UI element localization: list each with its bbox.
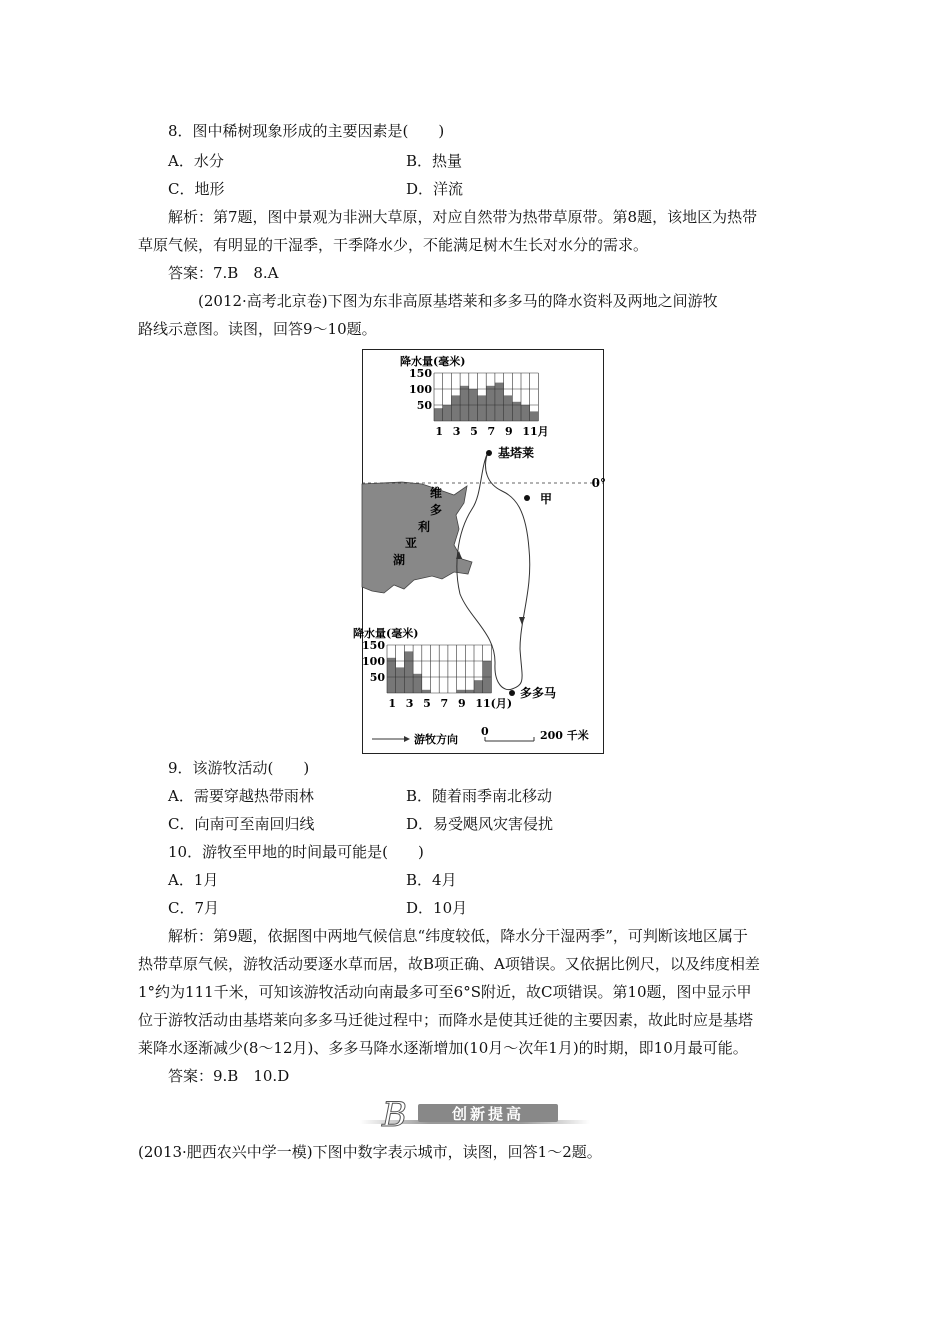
scale-end: 200 千米 [540, 729, 589, 742]
top-chart-bar [486, 386, 495, 421]
analysis1-line2: 草原气候，有明显的干湿季，干季降水少，不能满足树木生长对水分的需求。 [138, 236, 649, 254]
bottom-chart-bar [474, 680, 483, 693]
q10-option-c: C．7月 [168, 899, 220, 917]
top-chart-xtick: 11月 [522, 425, 549, 438]
analysis2-line4: 位于游牧活动由基塔莱向多多马迁徙过程中；而降水是使其迁徙的主要因素，故此时应是基塔 [138, 1011, 754, 1029]
q8-option-b: B．热量 [406, 152, 463, 170]
bottom-chart-bar [413, 674, 422, 693]
bottom-chart-xtick: 9 [457, 697, 466, 710]
q10-stem: 10．游牧至甲地的时间最可能是( ) [168, 843, 424, 861]
lake-char-3: 利 [418, 520, 431, 534]
top-chart-bar [443, 405, 452, 421]
q9-option-d: D．易受飓风灾害侵扰 [406, 815, 554, 833]
kitale-label: 基塔莱 [498, 446, 535, 460]
q9-option-a: A．需要穿越热带雨林 [168, 787, 314, 805]
q10-option-a: A．1月 [168, 871, 219, 889]
legend-label: 游牧方向 [414, 733, 458, 746]
q8-option-d: D．洋流 [406, 180, 464, 198]
bottom-chart-ytick: 150 [362, 639, 385, 652]
bottom-chart-bar [387, 658, 396, 693]
q9-option-b: B．随着雨季南北移动 [406, 787, 553, 805]
equator-label: 0° [591, 476, 606, 490]
top-chart-bar [478, 395, 487, 421]
analysis2-line2: 热带草原气候，游牧活动要逐水草而居，故B项正确、A项错误。又依据比例尺，以及纬度相差 [138, 955, 760, 973]
dodoma-label: 多多马 [520, 686, 557, 700]
bottom-chart-ytick: 100 [362, 655, 385, 668]
dodoma-point [509, 690, 515, 696]
top-chart-bar [495, 383, 504, 421]
analysis2-line1: 解析：第9题，依据图中两地气候信息“纬度较低，降水分干湿两季”，可判断该地区属于 [168, 927, 748, 945]
q8-option-a: A．水分 [168, 152, 224, 170]
nomad-route-map [353, 349, 606, 754]
lake-char-2: 多 [430, 503, 443, 517]
answer2: 答案：9.B 10.D [168, 1067, 290, 1085]
bottom-chart-bar [465, 690, 474, 693]
bottom-chart-xtick: 5 [423, 697, 431, 710]
top-chart-bar [434, 408, 443, 421]
jia-point [524, 495, 530, 501]
intro-line1: (2012·高考北京卷)下图为东非高原基塔莱和多多马的降水资料及两地之间游牧 [198, 292, 718, 310]
top-chart-xtick: 1 [435, 425, 444, 438]
banner-letter: B [382, 1095, 407, 1135]
banner-text: 创新提高 [451, 1105, 525, 1123]
analysis2-line5: 莱降水逐渐减少(8～12月)、多多马降水逐渐增加(10月～次年1月)的时期，即10月最可能。 [138, 1039, 748, 1057]
top-chart-ytick: 150 [409, 367, 432, 380]
top-chart-bar [460, 386, 469, 421]
bottom-chart-bar [422, 690, 431, 693]
bottom-chart-xtick: 7 [440, 697, 449, 710]
q9-option-c: C．向南可至南回归线 [168, 815, 315, 833]
bottom-chart-xtick: 11(月) [475, 697, 513, 710]
analysis2-line3: 1°约为111千米，可知该游牧活动向南最多可至6°S附近，故C项错误。第10题，图中显示甲 [138, 983, 752, 1001]
jia-label: 甲 [540, 492, 553, 506]
q9-stem: 9．该游牧活动( ) [168, 759, 310, 777]
lake-char-4: 亚 [405, 536, 418, 550]
final-intro: (2013·肥西农兴中学一模)下图中数字表示城市，读图，回答1～2题。 [138, 1143, 602, 1161]
scale-zero: 0 [481, 725, 489, 738]
top-chart-xtick: 9 [504, 425, 513, 438]
top-chart-xtick: 3 [452, 425, 461, 438]
lake-char-1: 维 [430, 486, 443, 500]
bottom-chart-bar [404, 651, 413, 693]
q8-stem: 8．图中稀树现象形成的主要因素是( ) [168, 122, 445, 140]
top-chart-bar [504, 395, 513, 421]
top-chart-bar [521, 405, 530, 421]
top-chart-bar [451, 395, 460, 421]
top-chart-ytick: 100 [409, 383, 432, 396]
answer1: 答案：7.B 8.A [168, 264, 279, 282]
bottom-chart-xtick: 1 [388, 697, 397, 710]
bottom-chart-bar [457, 690, 466, 693]
intro-line2: 路线示意图。读图，回答9～10题。 [138, 320, 377, 338]
bottom-chart-ytick: 50 [369, 671, 385, 684]
bottom-chart-bar [396, 667, 405, 693]
section-banner [360, 1095, 590, 1135]
lake-char-5: 湖 [393, 553, 406, 567]
top-chart-title: 降水量(毫米) [400, 355, 466, 368]
q8-option-c: C．地形 [168, 180, 225, 198]
top-chart-xtick: 7 [487, 425, 496, 438]
q10-option-d: D．10月 [406, 899, 468, 917]
q10-option-b: B．4月 [406, 871, 457, 889]
bottom-chart-xtick: 3 [405, 697, 414, 710]
top-chart-ytick: 50 [416, 399, 432, 412]
top-chart-bar [512, 402, 521, 421]
analysis1-line1: 解析：第7题，图中景观为非洲大草原，对应自然带为热带草原带。第8题，该地区为热带 [168, 208, 758, 226]
kitale-point [486, 450, 492, 456]
bottom-chart-title: 降水量(毫米) [353, 627, 419, 640]
top-chart-bar [530, 411, 539, 421]
top-chart-xtick: 5 [470, 425, 478, 438]
